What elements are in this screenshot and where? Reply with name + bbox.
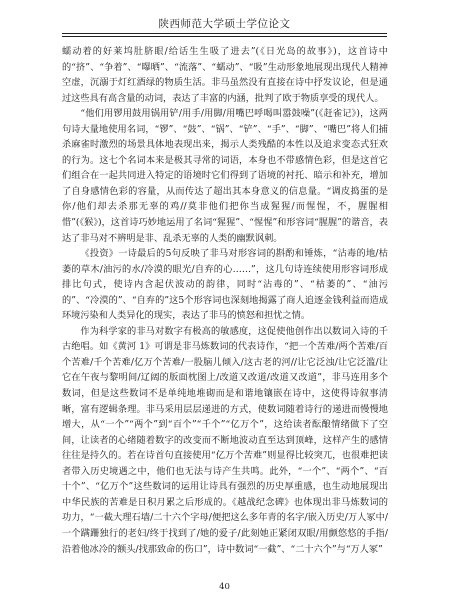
running-header: 陕西师范大学硕士学位论文 [158, 18, 291, 30]
paragraph-1-continued: 蠕动着的好莱坞肚脐眼/给话生生吸了进去”(《日光岛的故事》)，这首诗中的“挤”、“争着”、“曝晒”、“流落”、“蠕动”、“吸”生动形象地展现出现代人精神空虚，沉溺于灯红酒绿的物质生活。非马虽然没有直接在诗中抒发议论，但是通过这些具有高含量的动词，表达了丰富的内涵，批判了欧于物质享受的现代人。 [62, 46, 388, 104]
page-number: 40 [219, 582, 230, 592]
paragraph-3: 《投资》一诗最后的5句反映了非马对形容词的斟酌和锤炼，“沾毒的地/枯萎的草木/油污的水/冷漠的眼光/自弃的心……”，这几句诗连续使用形容词形成排比句式，使诗内含起伏波动的韵律，同时“沾毒的”、“枯萎的”、“油污的”、“冷漠的”、“自弃的”这5个形容词也深刻地揭露了商人追逐金钱利益而造成环境污染和人类异化的现实，表达了非马的愤怒和担忧之情。 [62, 248, 388, 322]
header-rule-thin [62, 36, 387, 37]
body-text [62, 44, 388, 557]
paragraph-2: “他们用锣用鼓用锅用铲/用手/用脚/用嘴巴呼喝叫嚣鼓噪”(《赶雀记》)，这两句诗大量地使用名词，“锣”、“鼓”、“锅”、“铲”、“手”、“脚”、“嘴巴”将人们捕杀麻雀时激烈的场景具体地表现出来，揭示人类残酷的本性以及追求变态式狂欢的行为。这七个名词本来是极其寻常的词语，本身也不带感情色彩，但是这首它们组合在一起共同进入特定的语境时它们得到了语境的衬托、暗示和补充，增加了自身感情色彩的容量，从而传达了超出其本身意义的信息量。“调皮捣蛋的是你/他们却去杀那无辜的鸡//莫非他们把你当成猩猩/而惺惺，不，腥腥相惜”(《猴》)，这首诗巧妙地运用了名词“猩猩”、“惺惺”和形容词“腥腥”的谐音，表达了非马对不辨明是非、乱杀无辜的人类的幽默讽刺。 [62, 108, 388, 244]
header-rule-thick [62, 33, 387, 34]
paragraph-4: 作为科学家的非马对数字有极高的敏感度，这促使他创作出以数词入诗的千古绝唱。如《黄河 1》可谓是非马炼数词的代表诗作，“把一个苦难/两个苦难/百个苦难/千个苦难/亿万个苦难/一股脑儿倾入/这古老的河//让它泛浊/让它泛滥/让它在午夜与黎明间/辽阔的版面枕图上/改道又改道/改道又改道”，非马连用多个数词，但是这些数词不是单纯地堆砌而是和谐地镶嵌在诗中，这使得诗叙事清晰，富有逻辑条理。非马采用层层递进的方式，使数词随着诗行的递进而慢慢地增大，从“一个”“两个”到“百个”“千个”“亿万个”，这给读者酝酿情绪做下了空间，让读者的心绪随着数字的改变而不断地波动直至达到顶峰，这样产生的感情往往是持久的。若在诗首句直接使用“亿万个苦难”则显得比较突兀，也很难把读者带入历史境遇之中，他们也无法与诗产生共鸣。此外，“一个”、“两个”、“百十个”、“亿万个”这些数词的运用让诗具有强烈的历史厚重感，也生动地展现出中华民族的苦难是日积月累之后形成的。《越战纪念碑》也体现出非马炼数词的功力，“一截大理石墙/二十六个字母/便把这么多年青的名字/嵌入历史/万人冢中/一个蹒跚独行的老妇/终于找到了/她的爱子/此刻她正紧闭双眼/用颤悠悠的手指/沿着他冰冷的额头/找那致命的伤口”，诗中数词“一截”、“二十六个”与“万人冢” [62, 325, 388, 555]
